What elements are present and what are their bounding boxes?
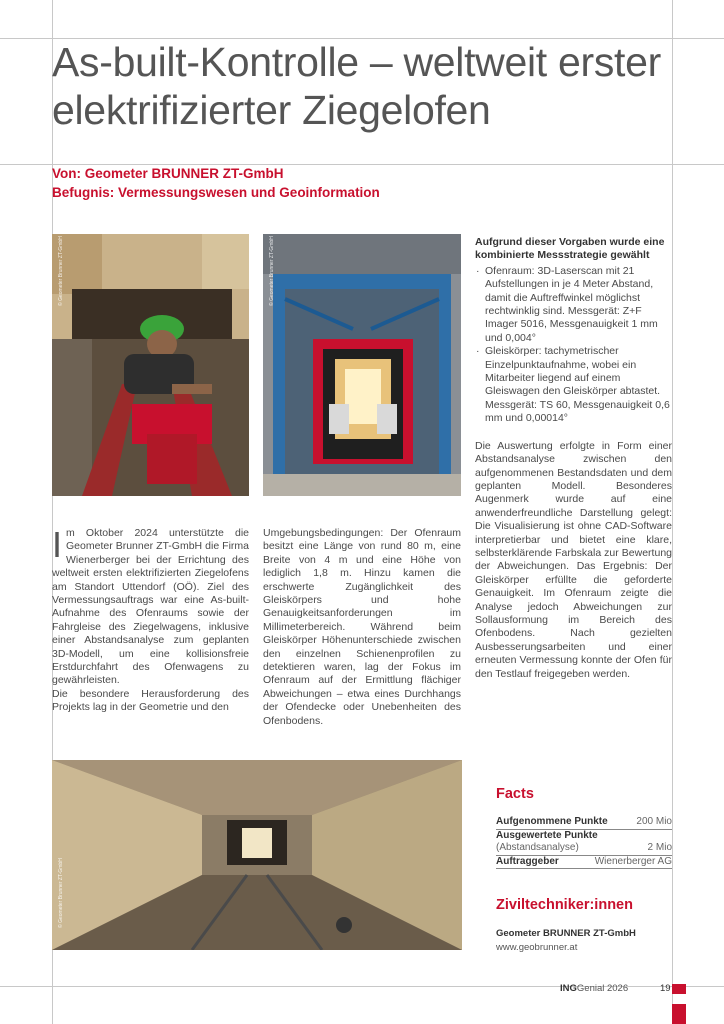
article-title: As-built-Kontrolle – weltweit erster elektrifizierter Ziegelofen — [52, 39, 661, 133]
facts-value: 200 Mio — [636, 816, 672, 827]
guide-line — [672, 0, 673, 1024]
magazine-name-rest: Genial 2026 — [576, 983, 629, 994]
facts-label: Auftraggeber — [496, 855, 559, 867]
page-marker — [672, 984, 686, 994]
facts-row — [496, 842, 672, 856]
kiln-entrance-illustration — [263, 234, 461, 496]
company-website-link[interactable]: www.geobrunner.at — [496, 942, 578, 953]
intro-paragraph — [52, 524, 249, 688]
ziviltechniker-heading: Ziviltechniker:innen — [496, 897, 633, 913]
kiln-tunnel-illustration — [52, 760, 462, 950]
dropcap: I — [52, 524, 63, 565]
page-marker — [672, 1004, 686, 1024]
facts-row — [496, 816, 672, 830]
photo-worker-rails — [52, 234, 249, 496]
photo-kiln-entrance — [263, 234, 461, 496]
facts-value: Wienerberger AG — [594, 855, 672, 867]
body-column-3 — [475, 236, 672, 681]
paragraph: Die besondere Herausforderung des Projekts lag in der Geometrie und den — [52, 687, 249, 714]
photo-kiln-tunnel — [52, 760, 462, 950]
facts-row — [496, 856, 672, 870]
facts-heading: Facts — [496, 786, 534, 802]
list-item: · Gleiskörper: tachymetrischer Einzelpunktaufnahme, wobei ein Mitarbeiter liegend auf einem Gleiswagen den Gleiskörper abtastet. Messgerät: TS 60, Messgenauigkeit 0,6 mm und 0,00014° — [475, 345, 672, 425]
body-column-1 — [52, 524, 249, 715]
photo-credit: © Geometer Brunner ZT-GmbH — [269, 236, 275, 306]
facts-table — [496, 816, 672, 869]
section-subheading: Aufgrund dieser Vorgaben wurde eine kombinierte Messstrategie gewählt — [475, 236, 665, 262]
page-number: 19 — [660, 983, 671, 994]
facts-label: Aufgenommene Punkte — [496, 816, 608, 827]
facts-label: Ausgewertete Punkte — [496, 829, 598, 841]
byline — [52, 164, 380, 202]
list-item: · Ofenraum: 3D-Laserscan mit 21 Aufstellungen in je 4 Meter Abstand, damit die Auftreffwinkel möglichst rechtwinklig sind. Messgerät: Z+F Imager 5016, Messgenauigkeit 1 mm und 0,004° — [475, 265, 672, 345]
photo-credit: © Geometer Brunner ZT-GmbH — [58, 858, 64, 928]
facts-value: 2 Mio — [647, 842, 672, 853]
intro-text: m Oktober 2024 unterstützte die Geometer Brunner ZT-GmbH die Firma Wienerberger bei der Errichtung des weltweit ersten elektrifizierten Ziegelofens am Standort Uttendorf (OÖ). Ziel des Vermessungsauftrags war eine As-built-Aufnahme des Ofenraums sowie der Fahrgleise des Ziegelwagens, inklusive einer Abstandsanalyse zum geplanten 3D-Modell, um eine kollisionsfreie Erstdurchfahrt des Ofenwagens zu gewährleisten. — [52, 527, 249, 687]
photo-credit: © Geometer Brunner ZT-GmbH — [58, 236, 64, 306]
byline-author: Von: Geometer BRUNNER ZT-GmbH — [52, 166, 284, 181]
paragraph: Die Auswertung erfolgte in Form einer Abstandsanalyse zwischen den aufgenommenen Bestandsdaten und dem geplanten Modell. Besonderes Augenmerk wurde auf eine anwenderfreundliche Darstellung gelegt: Die Visualisierung ist ohne CAD-Software interpretierbar und bietet eine klare, selbsterklärende Farbskala zur Bewertung der Abweichungen. Das Ergebnis: Der Gleiskörper erfüllte die geforderte Genauigkeit. Im Ofenraum zeigte die Analyse jedoch Abweichungen zur Sollausformung im Bereich des Ofenbodens. Nach gezielten Ausbesserungsarbeiten und einer erneuten Vermessung konnte der Ofen für den Testlauf freigegeben werden. — [475, 439, 672, 680]
worker-rails-illustration — [52, 234, 249, 496]
magazine-name — [560, 983, 628, 994]
facts-row — [496, 830, 672, 843]
byline-authority: Befugnis: Vermessungswesen und Geoinformation — [52, 185, 380, 200]
company-name: Geometer BRUNNER ZT-GmbH — [496, 928, 636, 939]
paragraph: Umgebungsbedingungen: Der Ofenraum besitzt eine Länge von rund 80 m, eine Breite von 4 m und eine Höhe von lediglich 1,8 m. Hinzu kamen die erschwerte Zugänglichkeit des Gleiskörpers und hohe Genauigkeitsanforderungen im Millimeterbereich. Während beim Gleiskörper Höhenunterschiede zwischen den einzelnen Schienenprofilen zu detektieren waren, lag der Fokus im Ofenraum auf der Ermittlung flächiger Abweichungen – etwa eines Durchhangs der Ofendecke oder Unebenheiten des Ofenbodens. — [263, 527, 461, 727]
facts-sublabel: (Abstandsanalyse) — [496, 842, 579, 853]
body-column-2 — [263, 527, 461, 728]
measurement-list — [475, 265, 672, 426]
magazine-name-bold: ING — [560, 983, 577, 994]
